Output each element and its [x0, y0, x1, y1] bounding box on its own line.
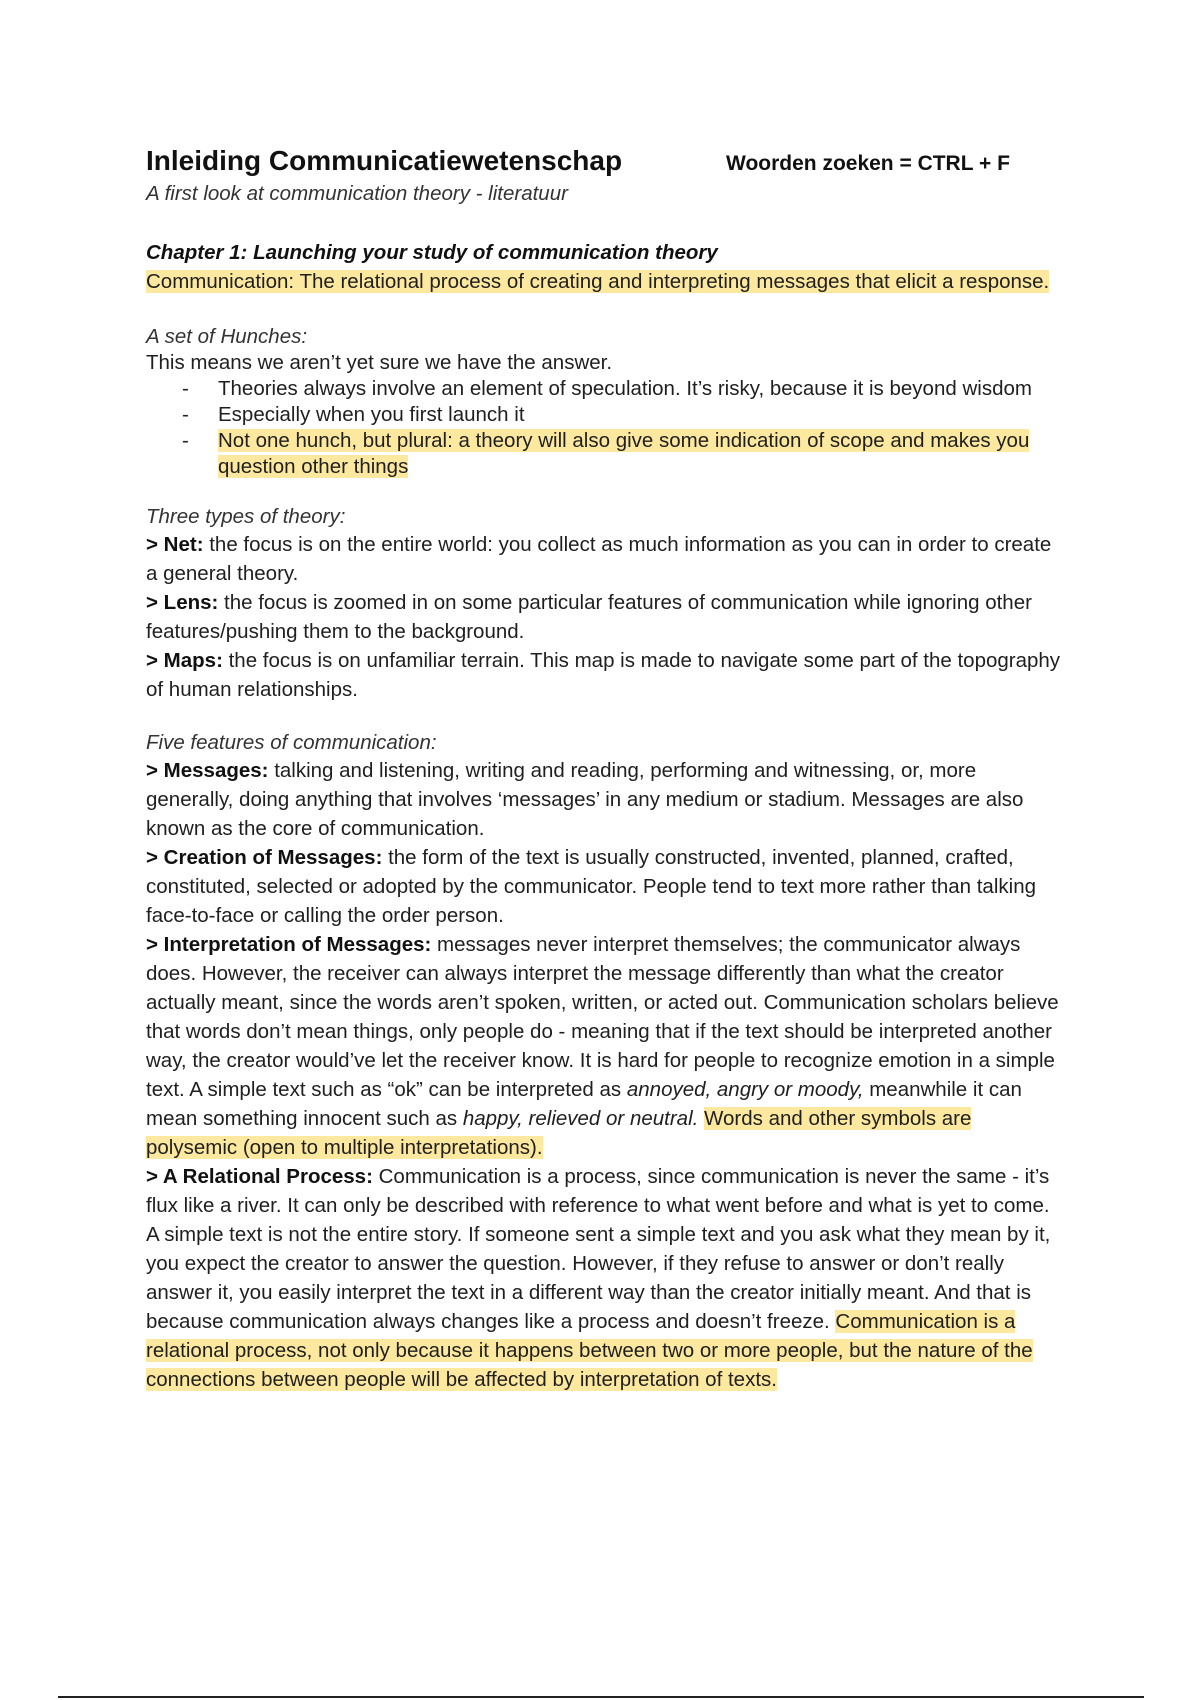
hunches-heading: A set of Hunches: — [146, 325, 308, 348]
interpretation-text-1: messages never interpret themselves; the communicator always does. However, the receiver can always interpret the message differently than what the creator actually meant, since the words aren’t spoken, written, or acted out. Communication scholars believe that words don’t mean things, only people do - meaning that if the text should be interpreted another way, the creator would’ve let the receiver know. It is hard for people to recognize emotion in a simple text. A simple text such as “ok” can be interpreted as — [146, 933, 1059, 1101]
theory-type-lens — [146, 588, 1066, 646]
lens-text: the focus is zoomed in on some particular features of communication while ignoring other features/pushing them to the background. — [146, 591, 1032, 643]
feature-relational — [146, 1162, 1066, 1394]
bullet-dash: - — [182, 403, 189, 426]
list-item — [146, 428, 1066, 480]
interpretation-text-2: meanwhile it can mean something innocent such as — [146, 1078, 1022, 1130]
feature-interpretation — [146, 930, 1066, 1162]
bullet-dash: - — [182, 429, 189, 452]
hunches-list — [146, 376, 1066, 480]
messages-label: > Messages: — [146, 759, 269, 782]
theory-type-net — [146, 530, 1066, 588]
document-subtitle: A first look at communication theory - literatuur — [146, 182, 568, 205]
list-item — [146, 402, 1066, 428]
relational-label: > A Relational Process: — [146, 1165, 373, 1188]
list-item-text: Theories always involve an element of speculation. It’s risky, because it is beyond wisdom — [218, 377, 1032, 400]
creation-label: > Creation of Messages: — [146, 846, 383, 869]
interpretation-italic-2: happy, relieved or neutral. — [462, 1107, 699, 1130]
hunches-intro: This means we aren’t yet sure we have the answer. — [146, 351, 613, 374]
features-heading: Five features of communication: — [146, 731, 437, 754]
relational-highlight: Communication is a relational process, not only because it happens between two or more people, but the nature of the connections between people will be affected by interpretation of texts. — [146, 1310, 1033, 1391]
interpretation-highlight: Words and other symbols are polysemic (open to multiple interpretations). — [146, 1107, 972, 1159]
search-hint: Woorden zoeken = CTRL + F — [726, 152, 1010, 175]
relational-text: Communication is a process, since communication is never the same - it’s flux like a river. It can only be described with reference to what went before and what is yet to come. A simple text is not the entire story. If someone sent a simple text and you ask what they mean by it, you expect the creator to answer the question. However, if they refuse to answer or don’t really answer it, you easily interpret the text in a different way than the creator initially meant. And that is because communication always changes like a process and doesn’t freeze. — [146, 1165, 1051, 1333]
lens-label: > Lens: — [146, 591, 219, 614]
page-bottom-divider — [58, 1696, 1144, 1698]
feature-messages — [146, 756, 1066, 843]
definition-highlight: Communication: The relational process of creating and interpreting messages that elicit a response. — [146, 270, 1050, 293]
document-title: Inleiding Communicatiewetenschap — [146, 145, 623, 176]
list-item — [146, 376, 1066, 402]
maps-label: > Maps: — [146, 649, 223, 672]
creation-text: the form of the text is usually constructed, invented, planned, crafted, constituted, selected or adopted by the communicator. People tend to text more rather than talking face-to-face or calling the order person. — [146, 846, 1036, 927]
list-item-text-highlight: Not one hunch, but plural: a theory will also give some indication of scope and makes you question other things — [218, 429, 1030, 478]
bullet-dash: - — [182, 377, 189, 400]
maps-text: the focus is on unfamiliar terrain. This map is made to navigate some part of the topography of human relationships. — [146, 649, 1061, 701]
chapter-heading: Chapter 1: Launching your study of communication theory — [146, 241, 718, 264]
net-text: the focus is on the entire world: you collect as much information as you can in order to create a general theory. — [146, 533, 1052, 585]
list-item-text: Especially when you first launch it — [218, 403, 525, 426]
interpretation-label: > Interpretation of Messages: — [146, 933, 432, 956]
communication-definition — [146, 267, 1066, 296]
interpretation-italic-1: annoyed, angry or moody, — [626, 1078, 864, 1101]
theory-types-heading: Three types of theory: — [146, 505, 346, 528]
messages-text: talking and listening, writing and reading, performing and witnessing, or, more generally, doing anything that involves ‘messages’ in any medium or stadium. Messages are also known as the core of communication. — [146, 759, 1024, 840]
net-label: > Net: — [146, 533, 204, 556]
document-page — [146, 140, 1066, 1394]
document-header — [146, 140, 1066, 180]
feature-creation — [146, 843, 1066, 930]
theory-type-maps — [146, 646, 1066, 704]
